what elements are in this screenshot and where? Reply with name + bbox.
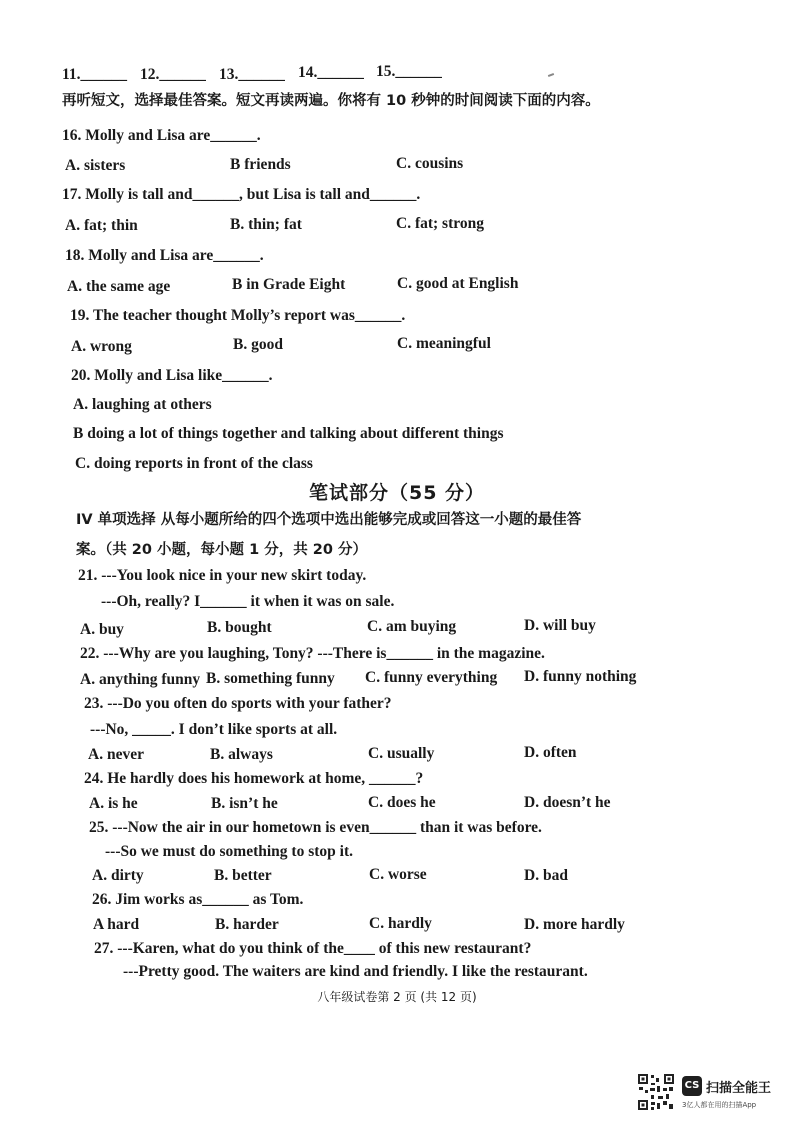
question-19-stem: 19. The teacher thought Molly’s report was______.	[70, 307, 406, 324]
question-24-option-c: C. does he	[368, 794, 436, 811]
question-18-option-a: A. the same age	[67, 278, 171, 295]
question-26-option-b: B. harder	[215, 916, 279, 933]
question-19-option-b: B. good	[233, 336, 283, 353]
question-25-option-d: D. bad	[524, 867, 568, 884]
listening-instruction: 再听短文，选择最佳答案。短文再读两遍。你将有 10 秒钟的时间阅读下面的内容。	[62, 93, 600, 109]
question-23-line-1: 23. ---Do you often do sports with your father?	[84, 695, 392, 712]
question-22-option-b: B. something funny	[206, 670, 335, 687]
section-4-instruction-line-2: 案。（共 20 小题，每小题 1 分，共 20 分）	[76, 542, 367, 558]
question-17-option-b: B. thin; fat	[230, 216, 302, 233]
question-23-option-d: D. often	[524, 744, 577, 761]
question-20-option-b: B doing a lot of things together and talking about different things	[73, 425, 504, 442]
blank-14: 14.______	[298, 64, 364, 81]
question-25-line-2: ---So we must do something to stop it.	[105, 843, 353, 860]
question-25-option-a: A. dirty	[92, 867, 144, 884]
question-20-option-c: C. doing reports in front of the class	[75, 455, 313, 472]
question-22-option-c: C. funny everything	[365, 669, 498, 686]
blank-12: 12.______	[140, 66, 206, 83]
question-17-stem: 17. Molly is tall and______, but Lisa is tall and______.	[62, 186, 421, 203]
question-21-line-1: 21. ---You look nice in your new skirt today.	[78, 567, 367, 584]
question-20-option-a: A. laughing at others	[73, 396, 212, 413]
blank-11: 11.______	[62, 66, 128, 83]
question-21-option-b: B. bought	[207, 619, 272, 636]
question-17-option-a: A. fat; thin	[65, 217, 138, 234]
qr-code-icon	[637, 1073, 675, 1111]
question-22-line-1: 22. ---Why are you laughing, Tony? ---There is______ in the magazine.	[80, 645, 545, 662]
question-24-option-b: B. isn’t he	[211, 795, 278, 812]
blank-15: 15.______	[376, 63, 442, 80]
question-27-line-1: 27. ---Karen, what do you think of the____ of this new restaurant?	[94, 940, 532, 957]
question-19-option-a: A. wrong	[71, 338, 132, 355]
question-21-option-a: A. buy	[80, 621, 124, 638]
question-21-option-c: C. am buying	[367, 618, 457, 635]
question-21-line-2: ---Oh, really? I______ it when it was on sale.	[101, 593, 395, 610]
question-24-option-a: A. is he	[89, 795, 138, 812]
question-16-option-c: C. cousins	[396, 155, 464, 172]
scanner-logo-icon: CS	[682, 1076, 702, 1096]
blank-13: 13.______	[219, 66, 285, 83]
question-24-option-d: D. doesn’t he	[524, 794, 611, 811]
question-26-line-1: 26. Jim works as______ as Tom.	[92, 891, 304, 908]
question-25-line-1: 25. ---Now the air in our hometown is even______ than it was before.	[89, 819, 542, 836]
question-19-option-c: C. meaningful	[397, 335, 491, 352]
question-23-line-2: ---No, _____. I don’t like sports at all.	[90, 721, 338, 738]
question-16-option-a: A. sisters	[65, 157, 126, 174]
question-26-option-c: C. hardly	[369, 915, 432, 932]
question-20-stem: 20. Molly and Lisa like______.	[71, 367, 273, 384]
question-22-option-d: D. funny nothing	[524, 668, 637, 685]
question-18-option-c: C. good at English	[397, 275, 519, 292]
question-23-option-b: B. always	[210, 746, 273, 763]
question-16-stem: 16. Molly and Lisa are______.	[62, 127, 261, 144]
written-section-title: 笔试部分（55 分）	[308, 482, 486, 504]
question-25-option-c: C. worse	[369, 866, 427, 883]
question-23-option-c: C. usually	[368, 745, 435, 762]
question-17-option-c: C. fat; strong	[396, 215, 484, 232]
question-24-line-1: 24. He hardly does his homework at home, ______?	[84, 770, 424, 787]
question-21-option-d: D. will buy	[524, 617, 596, 634]
scanner-app-name: 扫描全能王	[706, 1081, 772, 1096]
question-27-line-2: ---Pretty good. The waiters are kind and friendly. I like the restaurant.	[123, 963, 588, 980]
section-4-instruction-line-1: IV 单项选择 从每小题所给的四个选项中选出能够完成或回答这一小题的最佳答	[76, 512, 582, 528]
question-22-option-a: A. anything funny	[80, 671, 201, 688]
stray-mark	[548, 73, 554, 77]
scanner-tagline: 3亿人都在用的扫描App	[682, 1101, 757, 1109]
question-26-option-a: A hard	[93, 916, 140, 933]
page-footer: 八年级试卷第 2 页 (共 12 页)	[317, 990, 477, 1004]
question-18-option-b: B in Grade Eight	[232, 276, 346, 293]
question-25-option-b: B. better	[214, 867, 272, 884]
question-26-option-d: D. more hardly	[524, 916, 625, 933]
question-16-option-b: B friends	[230, 156, 291, 173]
question-18-stem: 18. Molly and Lisa are______.	[65, 247, 264, 264]
question-23-option-a: A. never	[88, 746, 144, 763]
